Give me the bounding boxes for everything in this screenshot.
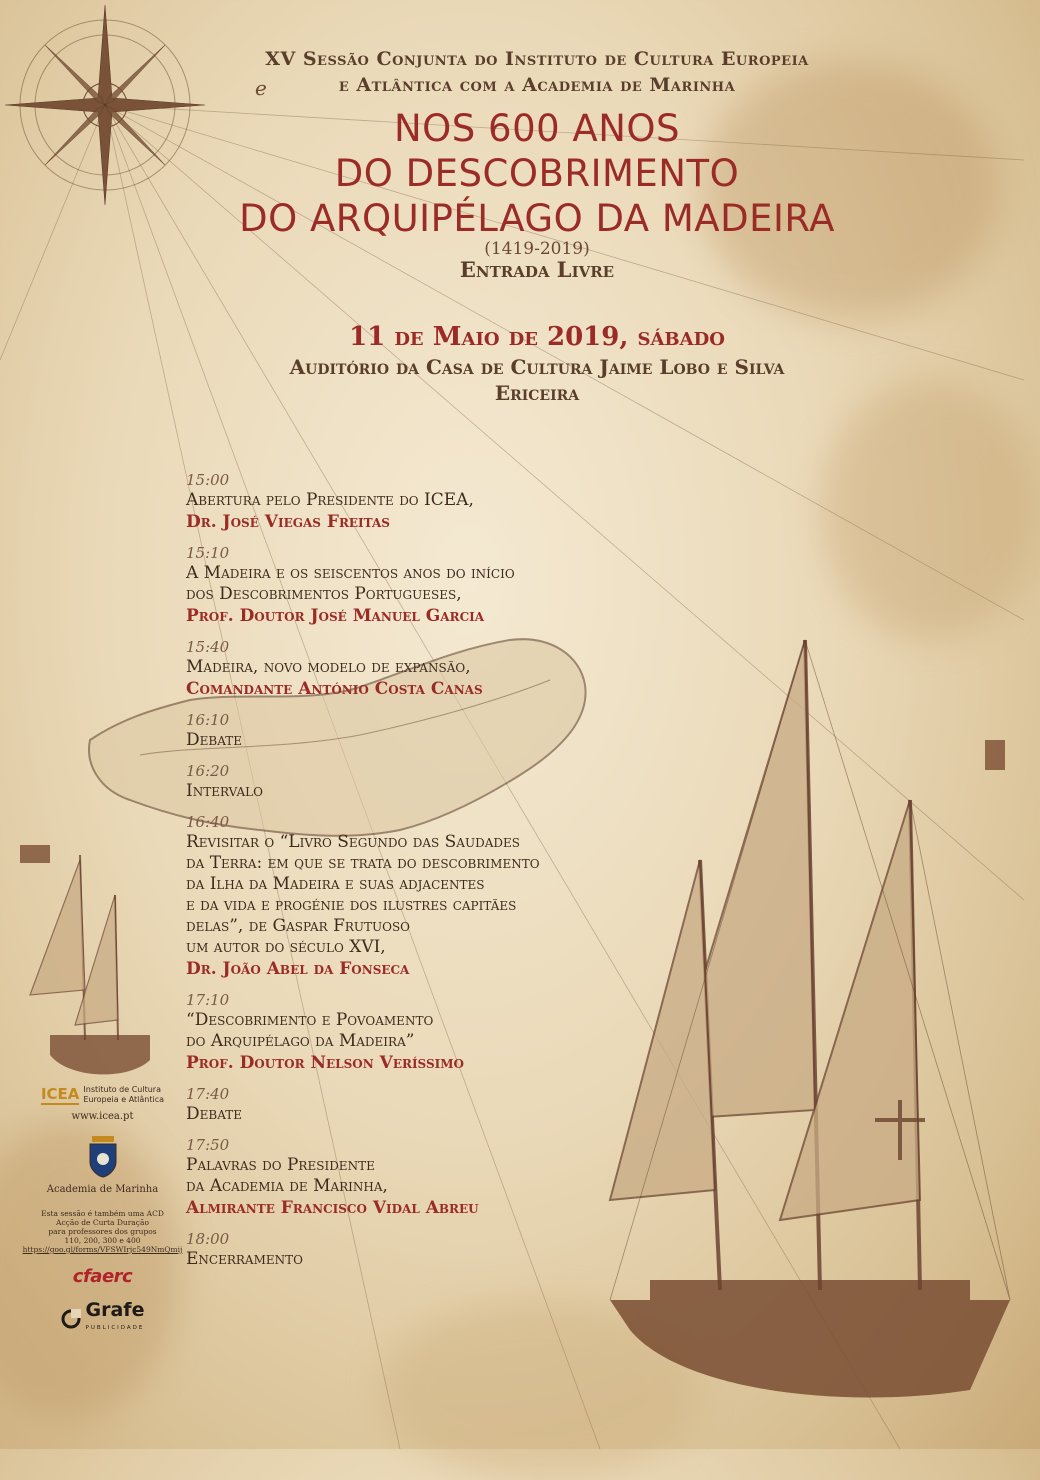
main-title-line: DO ARQUIPÉLAGO DA MADEIRA [239, 197, 835, 240]
programme-speaker: Almirante Francisco Vidal Abreu [186, 1198, 479, 1218]
main-title-line: DO DESCOBRIMENTO [334, 152, 740, 195]
programme-item [186, 543, 746, 627]
programme-time: 15:00 [186, 471, 230, 489]
icea-mark-icon: ICEA [40, 1085, 80, 1103]
grafe-logo [20, 1301, 185, 1337]
programme-text: delas”, de Gaspar Frutuoso [186, 916, 411, 936]
event-venue [150, 354, 924, 406]
small-caravel-illustration [10, 835, 160, 1085]
event-date: 11 de Maio de 2019, sábado [349, 322, 725, 352]
programme-text: dos Descobrimentos Portugueses, [186, 584, 462, 604]
programme-time: 17:40 [186, 1085, 230, 1103]
programme-speaker: Dr. José Viegas Freitas [186, 512, 390, 532]
icea-name-line: Instituto de Cultura [83, 1085, 161, 1094]
acd-form-link[interactable]: https://goo.gl/forms/VFSWIrjc549NmQmij [22, 1245, 183, 1254]
programme-item [186, 710, 746, 751]
programme-text: da Terra: em que se trata do descobrimento [186, 853, 540, 873]
venue-line: Ericeira [494, 381, 580, 405]
academia-label: Academia de Marinha [46, 1184, 159, 1195]
programme-item [186, 761, 746, 802]
programme-time: 15:40 [186, 638, 230, 656]
programme-text: do Arquipélago da Madeira” [186, 1031, 415, 1051]
programme-time: 16:40 [186, 813, 230, 831]
grafe-name: Grafe [85, 1299, 145, 1321]
programme-text: Debate [186, 730, 242, 750]
free-entry-label: Entrada Livre [459, 257, 615, 282]
programme-speaker: Comandante António Costa Canas [186, 679, 483, 699]
programme-time: 16:10 [186, 711, 230, 729]
icea-name-line: Europeia e Atlântica [83, 1095, 165, 1104]
programme-text: Madeira, novo modelo de expansão, [186, 657, 471, 677]
session-subtitle [150, 46, 924, 98]
programme-item [186, 990, 746, 1074]
programme-list [186, 470, 746, 1280]
main-title [150, 106, 924, 241]
programme-text: A Madeira e os seiscentos anos do início [186, 563, 515, 583]
compass-e-letter: e [255, 76, 267, 100]
acd-note-line: Esta sessão é também uma ACD [41, 1209, 164, 1218]
programme-time: 17:50 [186, 1136, 230, 1154]
years-range: (1419-2019) [484, 239, 590, 259]
programme-item [186, 470, 746, 533]
acd-note-line: para professores dos grupos [48, 1227, 157, 1236]
sponsor-sidebar [20, 1085, 185, 1337]
programme-time: 16:20 [186, 762, 230, 780]
programme-item [186, 1135, 746, 1219]
session-subtitle-line: XV Sessão Conjunta do Instituto de Cultura Europeia [265, 48, 809, 70]
programme-item [186, 637, 746, 700]
programme-speaker: Dr. João Abel da Fonseca [186, 959, 410, 979]
grafe-subtitle: PUBLICIDADE [85, 1325, 145, 1331]
grafe-mark-icon [61, 1309, 81, 1329]
programme-text: Intervalo [186, 781, 263, 801]
programme-time: 17:10 [186, 991, 230, 1009]
venue-line: Auditório da Casa de Cultura Jaime Lobo e Silva [289, 355, 785, 379]
programme-text: “Descobrimento e Povoamento [186, 1010, 434, 1030]
programme-text: Palavras do Presidente [186, 1155, 375, 1175]
acd-note [20, 1209, 185, 1254]
programme-text: Debate [186, 1104, 242, 1124]
programme-speaker: Prof. Doutor José Manuel Garcia [186, 606, 485, 626]
programme-time: 15:10 [186, 544, 230, 562]
programme-item [186, 1229, 746, 1270]
session-subtitle-line: e Atlântica com a Academia de Marinha [338, 74, 736, 96]
programme-text: Encerramento [186, 1249, 303, 1269]
icea-name [83, 1085, 164, 1105]
cfaerc-logo: cfaerc [72, 1266, 133, 1287]
acd-note-line: Acção de Curta Duração [56, 1218, 149, 1227]
programme-text: Revisitar o “Livro Segundo das Saudades [186, 832, 520, 852]
programme-text: Abertura pelo Presidente do ICEA, [186, 490, 474, 510]
poster-header [150, 46, 924, 406]
programme-item [186, 1084, 746, 1125]
programme-time: 18:00 [186, 1230, 230, 1248]
programme-text: um autor do século XVI, [186, 937, 386, 957]
programme-text: e da vida e progénie dos ilustres capitães [186, 895, 517, 915]
programme-item [186, 812, 746, 980]
icea-website[interactable]: www.icea.pt [71, 1111, 134, 1122]
acd-note-line: 110, 200, 300 e 400 [64, 1236, 141, 1245]
icea-logo [20, 1085, 185, 1105]
programme-speaker: Prof. Doutor Nelson Veríssimo [186, 1053, 464, 1073]
main-title-line: NOS 600 ANOS [393, 107, 681, 150]
programme-text: da Ilha da Madeira e suas adjacentes [186, 874, 485, 894]
grafe-wordmark [86, 1301, 145, 1337]
academia-crest-icon [86, 1134, 120, 1178]
programme-text: da Academia de Marinha, [186, 1176, 388, 1196]
